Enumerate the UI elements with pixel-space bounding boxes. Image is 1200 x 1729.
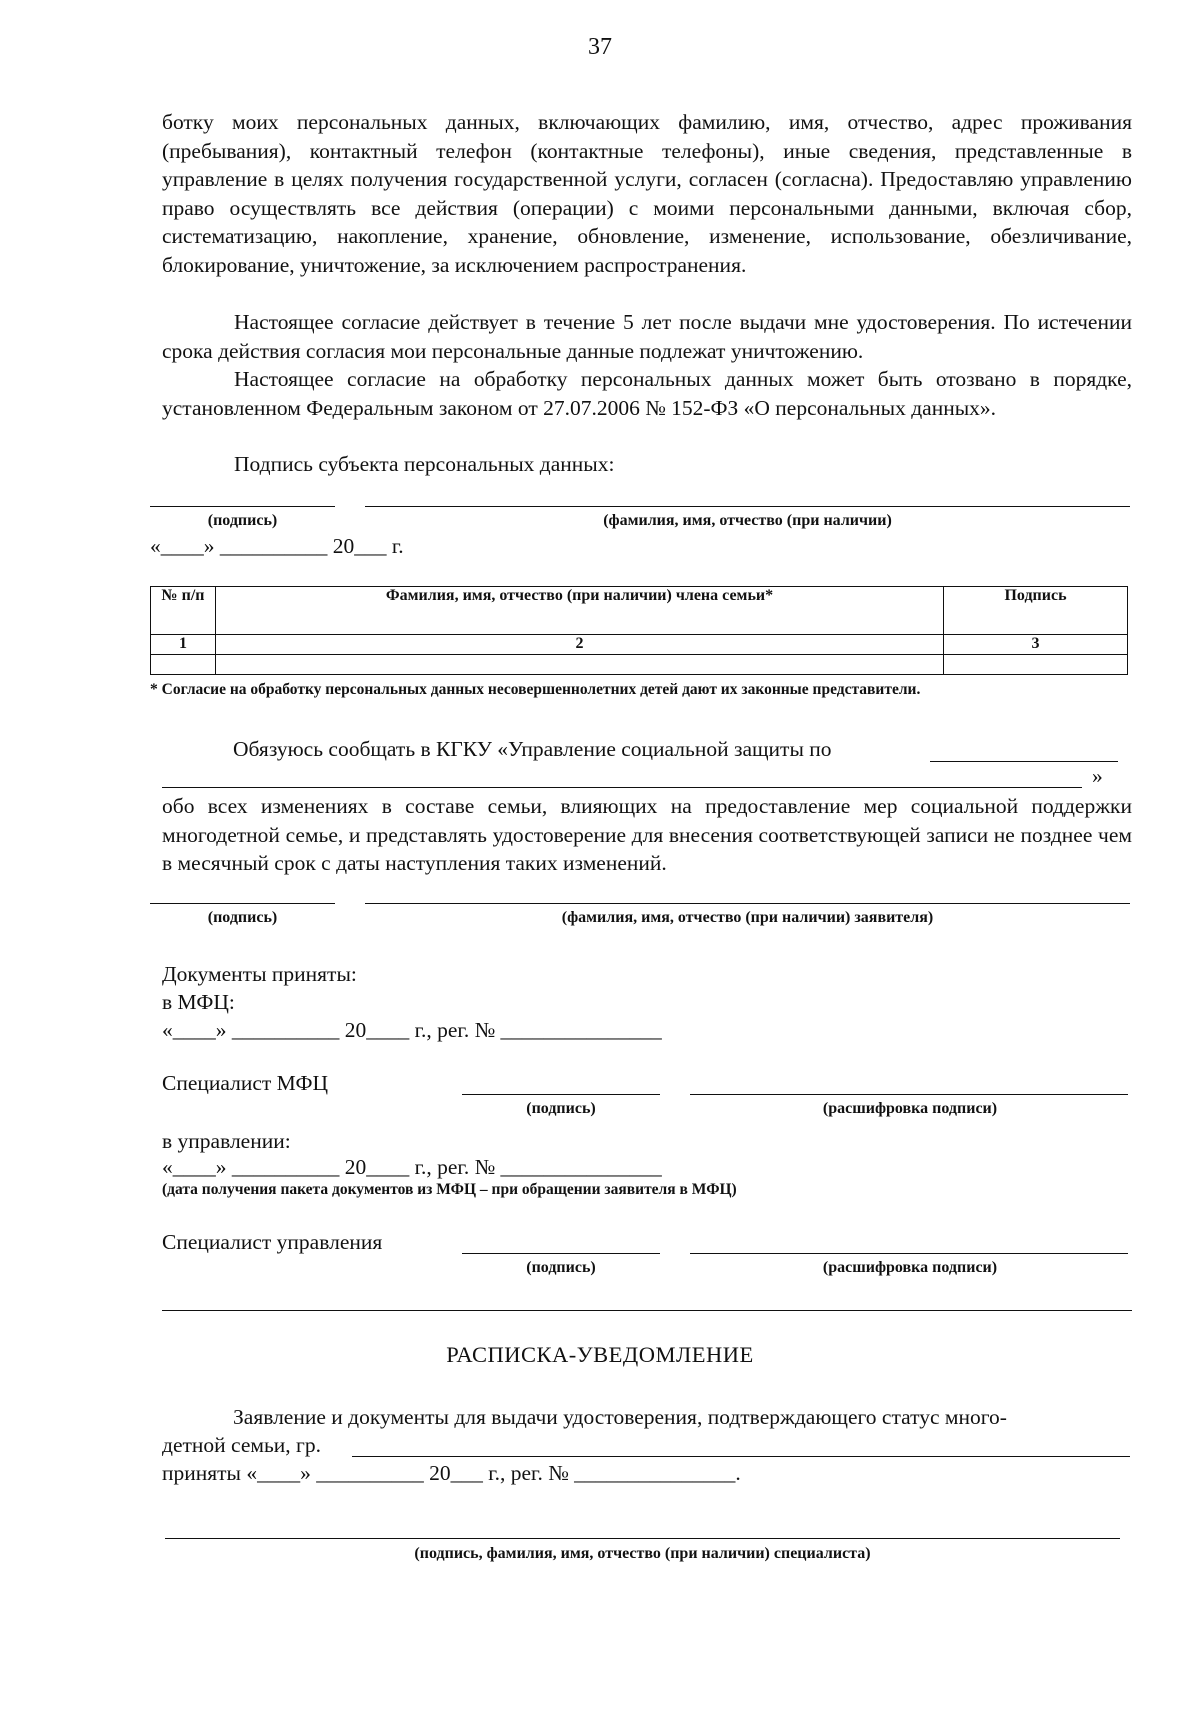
mfc-decode-line[interactable] bbox=[690, 1094, 1128, 1095]
consent-paragraph-3 bbox=[162, 365, 1132, 422]
header-number: № п/п bbox=[151, 587, 216, 635]
consent-paragraph-2 bbox=[162, 308, 1132, 365]
header-fullname: Фамилия, имя, отчество (при наличии) члена семьи* bbox=[216, 587, 944, 635]
table-header-row bbox=[151, 587, 1128, 635]
header-signature: Подпись bbox=[944, 587, 1128, 635]
accepted-title: Документы приняты: bbox=[162, 962, 357, 986]
mfc-signature-line[interactable] bbox=[462, 1094, 660, 1095]
signature-line-2[interactable] bbox=[150, 903, 335, 904]
signature-caption-2: (подпись) bbox=[207, 909, 278, 926]
receipt-heading: РАСПИСКА-УВЕДОМЛЕНИЕ bbox=[446, 1342, 754, 1367]
consent-paragraph-4 bbox=[162, 450, 1132, 479]
consent-paragraph-1: ботку моих персональных данных, включающих фамилию, имя, отчество, адрес проживания (пребывания), контактный телефон (контактные телефоны), иные сведения, представленные в управление в целях получения государственной услуги, согласен (согласна). Предоставляю управлению право осуществлять все действия (операции) с моими персональными данными, включая сбор, систематизацию, накопление, хранение, обновление, изменение, использование, обезличивание, блокирование, уничтожение, за исключением распространения. bbox=[162, 110, 1132, 277]
date-line-1[interactable]: «____» __________ 20___ г. bbox=[150, 534, 404, 558]
mfc-specialist-label: Специалист МФЦ bbox=[162, 1071, 329, 1095]
dept-decode-caption: (расшифровка подписи) bbox=[822, 1259, 998, 1276]
dept-date-note: (дата получения пакета документов из МФЦ – при обращении заявителя в МФЦ) bbox=[162, 1181, 737, 1198]
name-caption-2: (фамилия, имя, отчество (при наличии) заявителя) bbox=[561, 909, 934, 926]
dept-decode-line[interactable] bbox=[690, 1253, 1128, 1254]
dept-specialist-label: Специалист управления bbox=[162, 1230, 383, 1254]
page-number: 37 bbox=[588, 34, 612, 60]
signature-caption-1: (подпись) bbox=[207, 512, 278, 529]
numbering-cell-3: 3 bbox=[944, 635, 1128, 655]
dept-label: в управлении: bbox=[162, 1129, 291, 1153]
specialist-signature-line[interactable] bbox=[165, 1538, 1120, 1539]
obligation-text: обо всех изменениях в составе семьи, влияющих на предоставление мер социальной поддержки многодетной семье, и представлять удостоверение для внесения соответствующей записи не позднее чем в месячный срок с даты наступления таких изменений. bbox=[162, 794, 1132, 875]
section-divider bbox=[162, 1310, 1132, 1311]
table-empty-row[interactable] bbox=[151, 655, 1128, 675]
mfc-decode-caption: (расшифровка подписи) bbox=[822, 1100, 998, 1117]
dept-signature-line[interactable] bbox=[462, 1253, 660, 1254]
specialist-caption: (подпись, фамилия, имя, отчество (при наличии) специалиста) bbox=[414, 1545, 871, 1562]
mfc-signature-caption: (подпись) bbox=[526, 1100, 596, 1117]
name-line-2[interactable] bbox=[365, 903, 1130, 904]
family-members-table bbox=[150, 586, 1128, 675]
numbering-cell-1: 1 bbox=[151, 635, 216, 655]
dept-date-line[interactable]: «____» __________ 20____ г., рег. № _______________ bbox=[162, 1155, 662, 1179]
closing-quote: » bbox=[1092, 764, 1103, 788]
consent-paragraph-4-text: Подпись субъекта персональных данных: bbox=[234, 452, 615, 476]
dept-signature-caption: (подпись) bbox=[526, 1259, 596, 1276]
mfc-date-line[interactable]: «____» __________ 20____ г., рег. № _______________ bbox=[162, 1018, 662, 1042]
table-footnote: * Согласие на обработку персональных данных несовершеннолетних детей дают их законные представители. bbox=[150, 681, 921, 698]
table-numbering-row bbox=[151, 635, 1128, 655]
department-blank-line[interactable] bbox=[930, 761, 1118, 762]
name-caption-1: (фамилия, имя, отчество (при наличии) bbox=[603, 512, 892, 529]
receipt-line-1: Заявление и документы для выдачи удостоверения, подтверждающего статус много- bbox=[233, 1405, 1007, 1429]
consent-paragraph-3-text: Настоящее согласие на обработку персональных данных может быть отозвано в порядке, установленном Федеральным законом от 27.07.2006 № 152-ФЗ «О персональных данных». bbox=[162, 367, 1132, 420]
department-blank-line-2[interactable] bbox=[162, 787, 1082, 788]
numbering-cell-2: 2 bbox=[216, 635, 944, 655]
mfc-label: в МФЦ: bbox=[162, 990, 235, 1014]
empty-cell-number[interactable] bbox=[151, 655, 216, 675]
signature-line-1[interactable] bbox=[150, 506, 335, 507]
name-line-1[interactable] bbox=[365, 506, 1130, 507]
receipt-line-2-prefix: детной семьи, гр. bbox=[162, 1433, 321, 1457]
receipt-line-3[interactable]: приняты «____» __________ 20___ г., рег. № _______________. bbox=[162, 1461, 741, 1485]
citizen-name-line[interactable] bbox=[352, 1456, 1130, 1457]
obligation-line-1: Обязуюсь сообщать в КГКУ «Управление социальной защиты по bbox=[233, 737, 832, 761]
empty-cell-fullname[interactable] bbox=[216, 655, 944, 675]
consent-paragraph-2-text: Настоящее согласие действует в течение 5 лет после выдачи мне удостоверения. По истечении срока действия согласия мои персональные данные подлежат уничтожению. bbox=[162, 310, 1132, 363]
empty-cell-signature[interactable] bbox=[944, 655, 1128, 675]
